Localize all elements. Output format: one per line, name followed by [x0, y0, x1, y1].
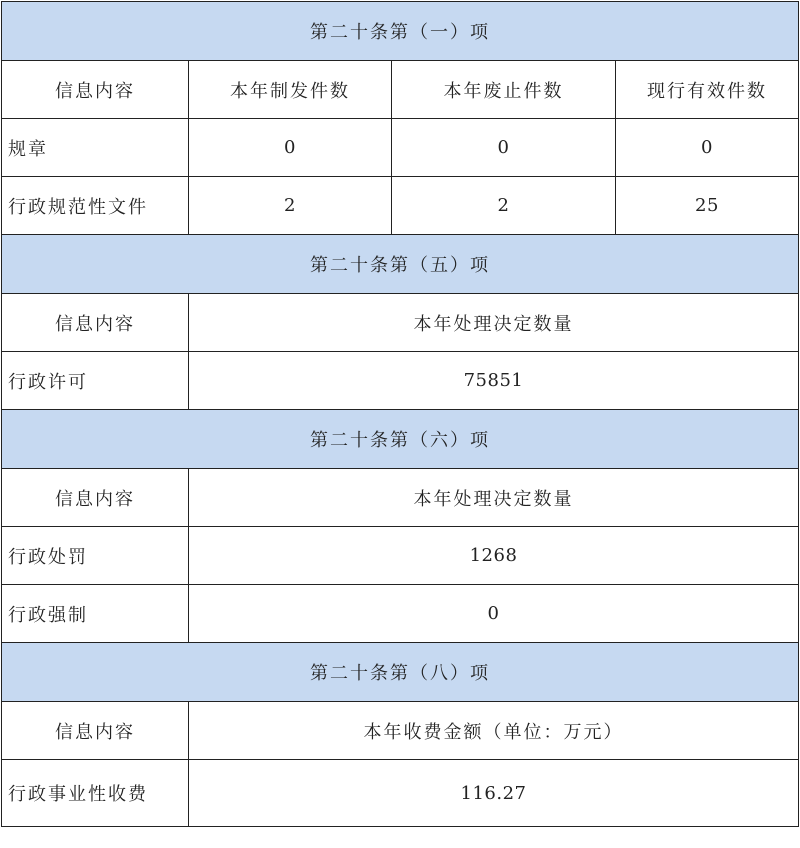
column-header-row [2, 469, 799, 527]
header-decision-count: 本年处理决定数量 [189, 294, 799, 352]
row-label: 行政规范性文件 [2, 177, 189, 235]
table-row [2, 119, 799, 177]
row-value: 116.27 [189, 760, 799, 827]
column-header-row [2, 294, 799, 352]
issued-value: 0 [189, 119, 392, 177]
abolished-value: 0 [392, 119, 616, 177]
row-value: 1268 [189, 527, 799, 585]
row-value: 75851 [189, 352, 799, 410]
row-label: 行政许可 [2, 352, 189, 410]
issued-value: 2 [189, 177, 392, 235]
table-row [2, 760, 799, 827]
table-row [2, 585, 799, 643]
section-header-1 [2, 2, 799, 61]
row-label: 规章 [2, 119, 189, 177]
header-info-content: 信息内容 [2, 294, 189, 352]
header-decision-count: 本年处理决定数量 [189, 469, 799, 527]
header-info-content: 信息内容 [2, 61, 189, 119]
row-value: 0 [189, 585, 799, 643]
row-label: 行政处罚 [2, 527, 189, 585]
section-header-5 [2, 235, 799, 294]
disclosure-table [1, 1, 799, 827]
valid-value: 25 [616, 177, 799, 235]
section-header-6 [2, 410, 799, 469]
header-info-content: 信息内容 [2, 702, 189, 760]
column-header-row [2, 702, 799, 760]
header-valid-count: 现行有效件数 [616, 61, 799, 119]
header-fee-amount: 本年收费金额（单位：万元） [189, 702, 799, 760]
column-header-row [2, 61, 799, 119]
table-row [2, 177, 799, 235]
header-info-content: 信息内容 [2, 469, 189, 527]
header-issued-count: 本年制发件数 [189, 61, 392, 119]
section-title: 第二十条第（六）项 [2, 410, 799, 469]
header-abolished-count: 本年废止件数 [392, 61, 616, 119]
row-label: 行政事业性收费 [2, 760, 189, 827]
valid-value: 0 [616, 119, 799, 177]
row-label: 行政强制 [2, 585, 189, 643]
table-row [2, 527, 799, 585]
abolished-value: 2 [392, 177, 616, 235]
section-header-8 [2, 643, 799, 702]
section-title: 第二十条第（五）项 [2, 235, 799, 294]
section-title: 第二十条第（八）项 [2, 643, 799, 702]
table-row [2, 352, 799, 410]
section-title: 第二十条第（一）项 [2, 2, 799, 61]
